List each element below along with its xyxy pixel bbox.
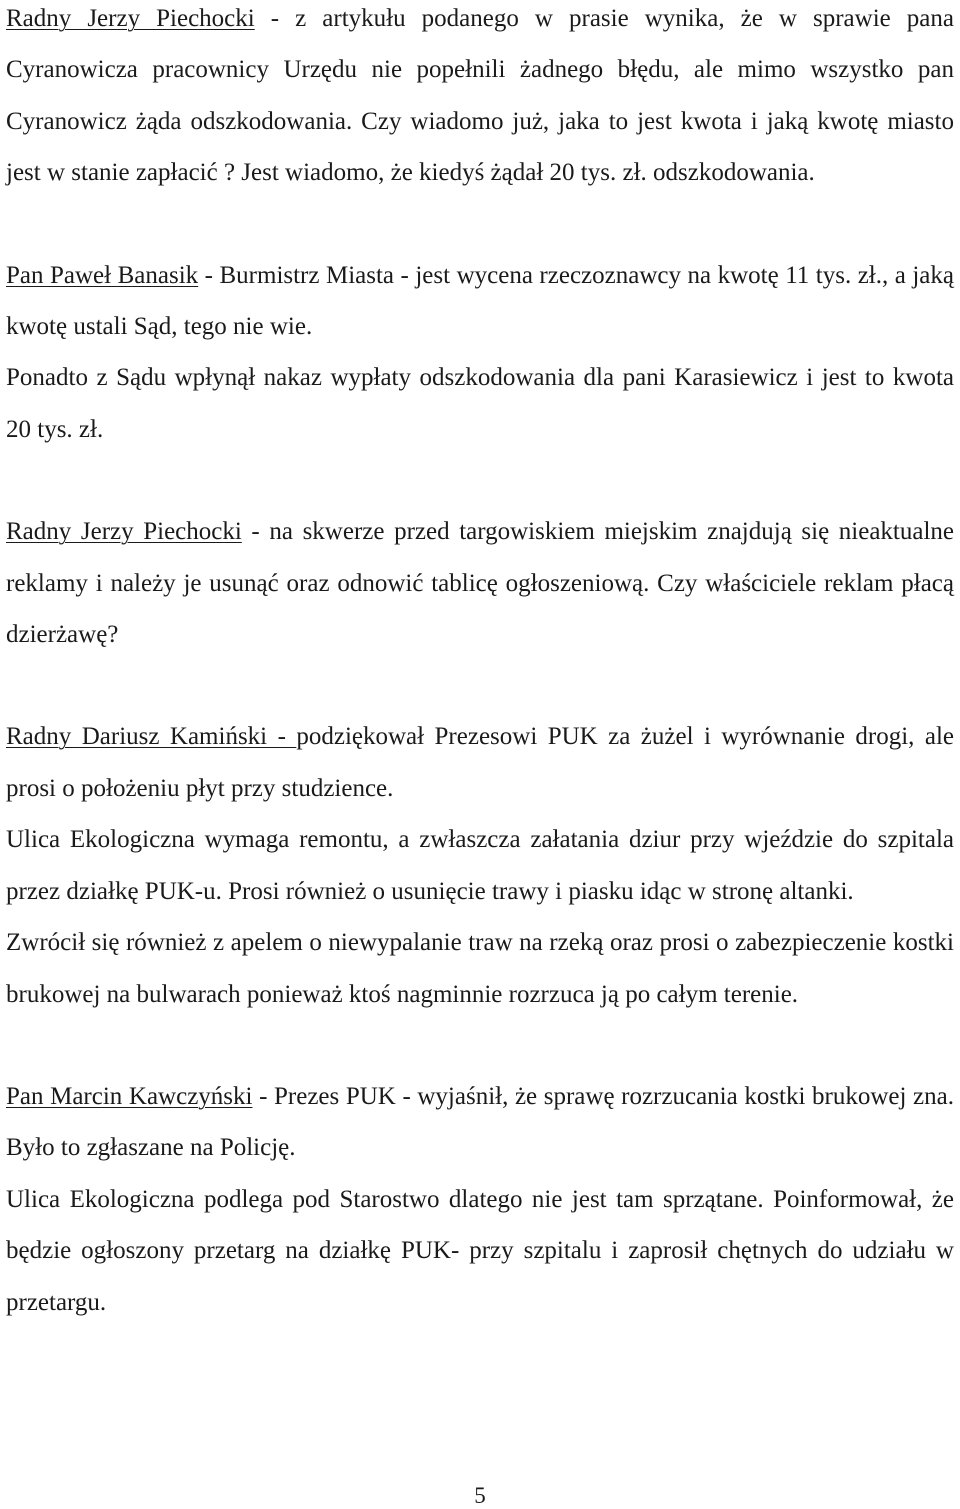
paragraph-piechocki-ads [6,506,954,660]
speaker-name: Radny Dariusz Kamiński - [6,723,297,751]
paragraph-banasik-response [6,250,954,353]
document-page [6,0,954,1328]
paragraph-gap [6,1020,954,1071]
speaker-name: Radny Jerzy Piechocki [6,518,242,546]
paragraph-text: Ponadto z Sądu wpłynął nakaz wypłaty odszkodowania dla pani Karasiewicz i jest to kwota 20 tys. zł. [6,364,954,443]
paragraph-text: Ulica Ekologiczna wymaga remontu, a zwłaszcza załatania dziur przy wjeździe do szpitala przez działkę PUK-u. Prosi również o usunięcie trawy i piasku idąc w stronę altanki. [6,826,954,905]
paragraph-starostwo-tender [6,1174,954,1328]
paragraph-kawczynski-response [6,1071,954,1174]
paragraph-piechocki-compensation [6,0,954,199]
speaker-name: Pan Marcin Kawczyński [6,1082,253,1110]
page-number: 5 [474,1483,486,1508]
speaker-name: Pan Paweł Banasik [6,261,199,289]
paragraph-appeal-grass-burning [6,917,954,1020]
paragraph-text: Ulica Ekologiczna podlega pod Starostwo dlatego nie jest tam sprzątane. Poinformował, że będzie ogłoszony przetarg na działkę PUK- przy szpitalu i zaprosił chętnych do udziału w przetargu. [6,1185,954,1316]
speaker-name: Radny Jerzy Piechocki [6,5,255,32]
paragraph-text: - Burmistrz Miasta - jest wycena rzeczoznawcy na kwotę 11 tys. zł., a jaką kwotę ustali Sąd, tego nie wie. [6,261,954,341]
paragraph-court-order [6,352,954,455]
paragraph-gap [6,199,954,250]
paragraph-text: Zwrócił się również z apelem o niewypalanie traw na rzeką oraz prosi o zabezpieczenie kostki brukowej na bulwarach ponieważ ktoś nagminnie rozrzuca ją po całym terenie. [6,929,954,1008]
paragraph-text: - z artykułu podanego w prasie wynika, że w sprawie pana Cyranowicza pracownicy Urzędu nie popełnili żadnego błędu, ale mimo wszystko pan Cyranowicz żąda odszkodowania. Czy wiadomo już, jaka to jest kwota i jaką kwotę miasto jest w stanie zapłacić ? Jest wiadomo, że kiedyś żądał 20 tys. zł. odszkodowania. [6,5,954,187]
paragraph-gap [6,660,954,711]
paragraph-ekologiczna-repair [6,814,954,917]
paragraph-gap [6,455,954,506]
paragraph-text: - Prezes PUK - wyjaśnił, że sprawę rozrzucania kostki brukowej zna. Było to zgłaszane na Policję. [6,1082,954,1162]
paragraph-text: - na skwerze przed targowiskiem miejskim znajdują się nieaktualne reklamy i należy je usunąć oraz odnowić tablicę ogłoszeniową. Czy właściciele reklam płacą dzierżawę? [6,518,954,649]
paragraph-text: podziękował Prezesowi PUK za żużel i wyrównanie drogi, ale prosi o położeniu płyt przy studzience. [6,723,954,802]
paragraph-kaminski-thanks [6,711,954,814]
